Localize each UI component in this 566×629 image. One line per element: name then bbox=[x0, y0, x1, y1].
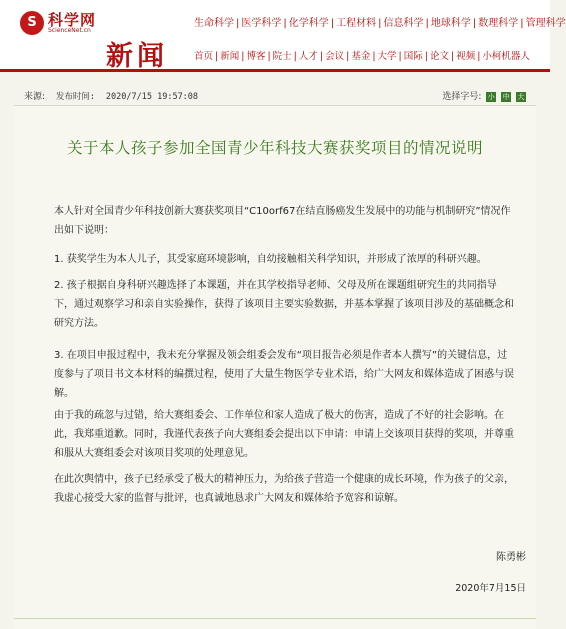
nav-top bbox=[194, 14, 566, 30]
nav-top-item[interactable]: 工程材料 bbox=[336, 18, 377, 29]
publish-date: 2020/7/15 19:57:08 bbox=[105, 92, 199, 102]
logo-icon: S bbox=[20, 11, 44, 35]
source-info bbox=[24, 89, 198, 102]
site-header bbox=[0, 0, 566, 72]
nav-separator: | bbox=[424, 51, 428, 62]
font-size-selector bbox=[442, 89, 526, 102]
publish-date-label: 发布时间: bbox=[55, 92, 96, 102]
divider bbox=[14, 618, 536, 619]
nav-item-home[interactable]: 首页 bbox=[194, 51, 214, 62]
article-title: 关于本人孩子参加全国青少年科技大赛获奖项目的情况说明 bbox=[66, 139, 483, 157]
nav-item[interactable]: 院士 bbox=[272, 51, 292, 62]
site-logo[interactable] bbox=[20, 9, 97, 37]
signer-name: 陈勇彬 bbox=[496, 552, 526, 563]
section-title: 新闻 bbox=[106, 41, 168, 72]
article-paragraph: 1. 获奖学生为本人儿子，其受家庭环境影响，自幼接触相关科学知识，并形成了浓厚的科研兴趣。 bbox=[54, 254, 487, 265]
nav-top-item[interactable]: 生命科学 bbox=[194, 18, 234, 29]
nav-item[interactable]: 论文 bbox=[429, 51, 449, 62]
nav-bottom bbox=[194, 48, 550, 64]
nav-separator: | bbox=[319, 51, 324, 62]
nav-separator: | bbox=[477, 51, 481, 62]
nav-separator: | bbox=[378, 18, 382, 29]
font-size-small-button[interactable]: 小 bbox=[487, 92, 495, 101]
article-paragraph: 由于我的疏忽与过错，给大赛组委会、工作单位和家人造成了极大的伤害，造成了不好的社会影响。在此，我郑重道歉。同时，我谨代表孩子向大赛组委会提出以下申请：申请上交该项目获得的奖项，并尊重和服从大赛组委会对该项目奖项的处理意见。 bbox=[54, 410, 514, 459]
nav-item[interactable]: 国际 bbox=[403, 51, 423, 62]
nav-separator: | bbox=[472, 18, 477, 29]
nav-item[interactable]: 基金 bbox=[351, 51, 371, 62]
nav-separator: | bbox=[398, 51, 402, 62]
nav-separator: | bbox=[283, 18, 287, 29]
nav-item[interactable]: 博客 bbox=[246, 51, 266, 62]
article-paragraph: 本人针对全国青少年科技创新大赛获奖项目“C10orf67在结直肠癌发生发展中的功能与机制研究”情况作出如下说明： bbox=[54, 206, 511, 236]
source-label: 来源: bbox=[24, 92, 46, 102]
logo-name: 科学网 bbox=[48, 11, 97, 29]
logo-subtitle: ScienceNet.cn bbox=[48, 27, 91, 34]
nav-top-item[interactable]: 医学科学 bbox=[241, 18, 282, 29]
article-paragraph: 在此次舆情中，孩子已经承受了极大的精神压力，为给孩子营造一个健康的成长环境，作为孩子的父亲，我虚心接受大家的监督与批评，也真诚地恳求广大网友和媒体给予宽容和谅解。 bbox=[54, 474, 514, 504]
nav-top-item[interactable]: 信息科学 bbox=[383, 18, 424, 29]
nav-item[interactable]: 新闻 bbox=[220, 51, 240, 62]
font-size-medium-button[interactable]: 中 bbox=[502, 92, 510, 101]
nav-top-item[interactable]: 化学科学 bbox=[288, 18, 329, 29]
nav-separator: | bbox=[236, 18, 240, 29]
sign-date: 2020年7月15日 bbox=[455, 583, 526, 594]
nav-separator: | bbox=[520, 18, 524, 29]
nav-item[interactable]: 人才 bbox=[298, 51, 318, 62]
article-paragraph: 2. 孩子根据自身科研兴趣选择了本课题，并在其学校指导老师、父母及所在课题组研究生的共同指导下，通过观察学习和亲自实验操作，获得了该项目主要实验数据，并基本掌握了该项目涉及的基础概念和研究方法。 bbox=[54, 280, 514, 329]
nav-separator: | bbox=[450, 51, 455, 62]
nav-top-item[interactable]: 管理科学 bbox=[525, 18, 566, 29]
font-size-label: 选择字号: bbox=[442, 92, 482, 102]
font-size-large-button[interactable]: 大 bbox=[517, 92, 525, 101]
nav-item[interactable]: 视频 bbox=[456, 51, 476, 62]
article-body bbox=[14, 106, 536, 629]
nav-item[interactable]: 大学 bbox=[377, 51, 397, 62]
nav-separator: | bbox=[372, 51, 376, 62]
nav-separator: | bbox=[215, 51, 219, 62]
nav-top-item[interactable]: 地球科学 bbox=[430, 18, 471, 29]
nav-item[interactable]: 小柯机器人 bbox=[482, 51, 530, 62]
nav-separator: | bbox=[241, 51, 245, 62]
nav-separator: | bbox=[330, 18, 335, 29]
nav-separator: | bbox=[346, 51, 350, 62]
nav-separator: | bbox=[293, 51, 297, 62]
article-info-bar bbox=[14, 84, 536, 106]
nav-item[interactable]: 会议 bbox=[325, 51, 345, 62]
nav-top-item[interactable]: 数理科学 bbox=[478, 18, 519, 29]
nav-separator: | bbox=[425, 18, 429, 29]
article-paragraph: 3. 在项目申报过程中，我未充分掌握及领会组委会发布“项目报告必须是作者本人撰写”的关键信息，过度参与了项目书文本材料的编撰过程，使用了大量生物医学专业术语，给广大网友和媒体造成了困惑与误解。 bbox=[54, 350, 514, 399]
nav-separator: | bbox=[267, 51, 271, 62]
